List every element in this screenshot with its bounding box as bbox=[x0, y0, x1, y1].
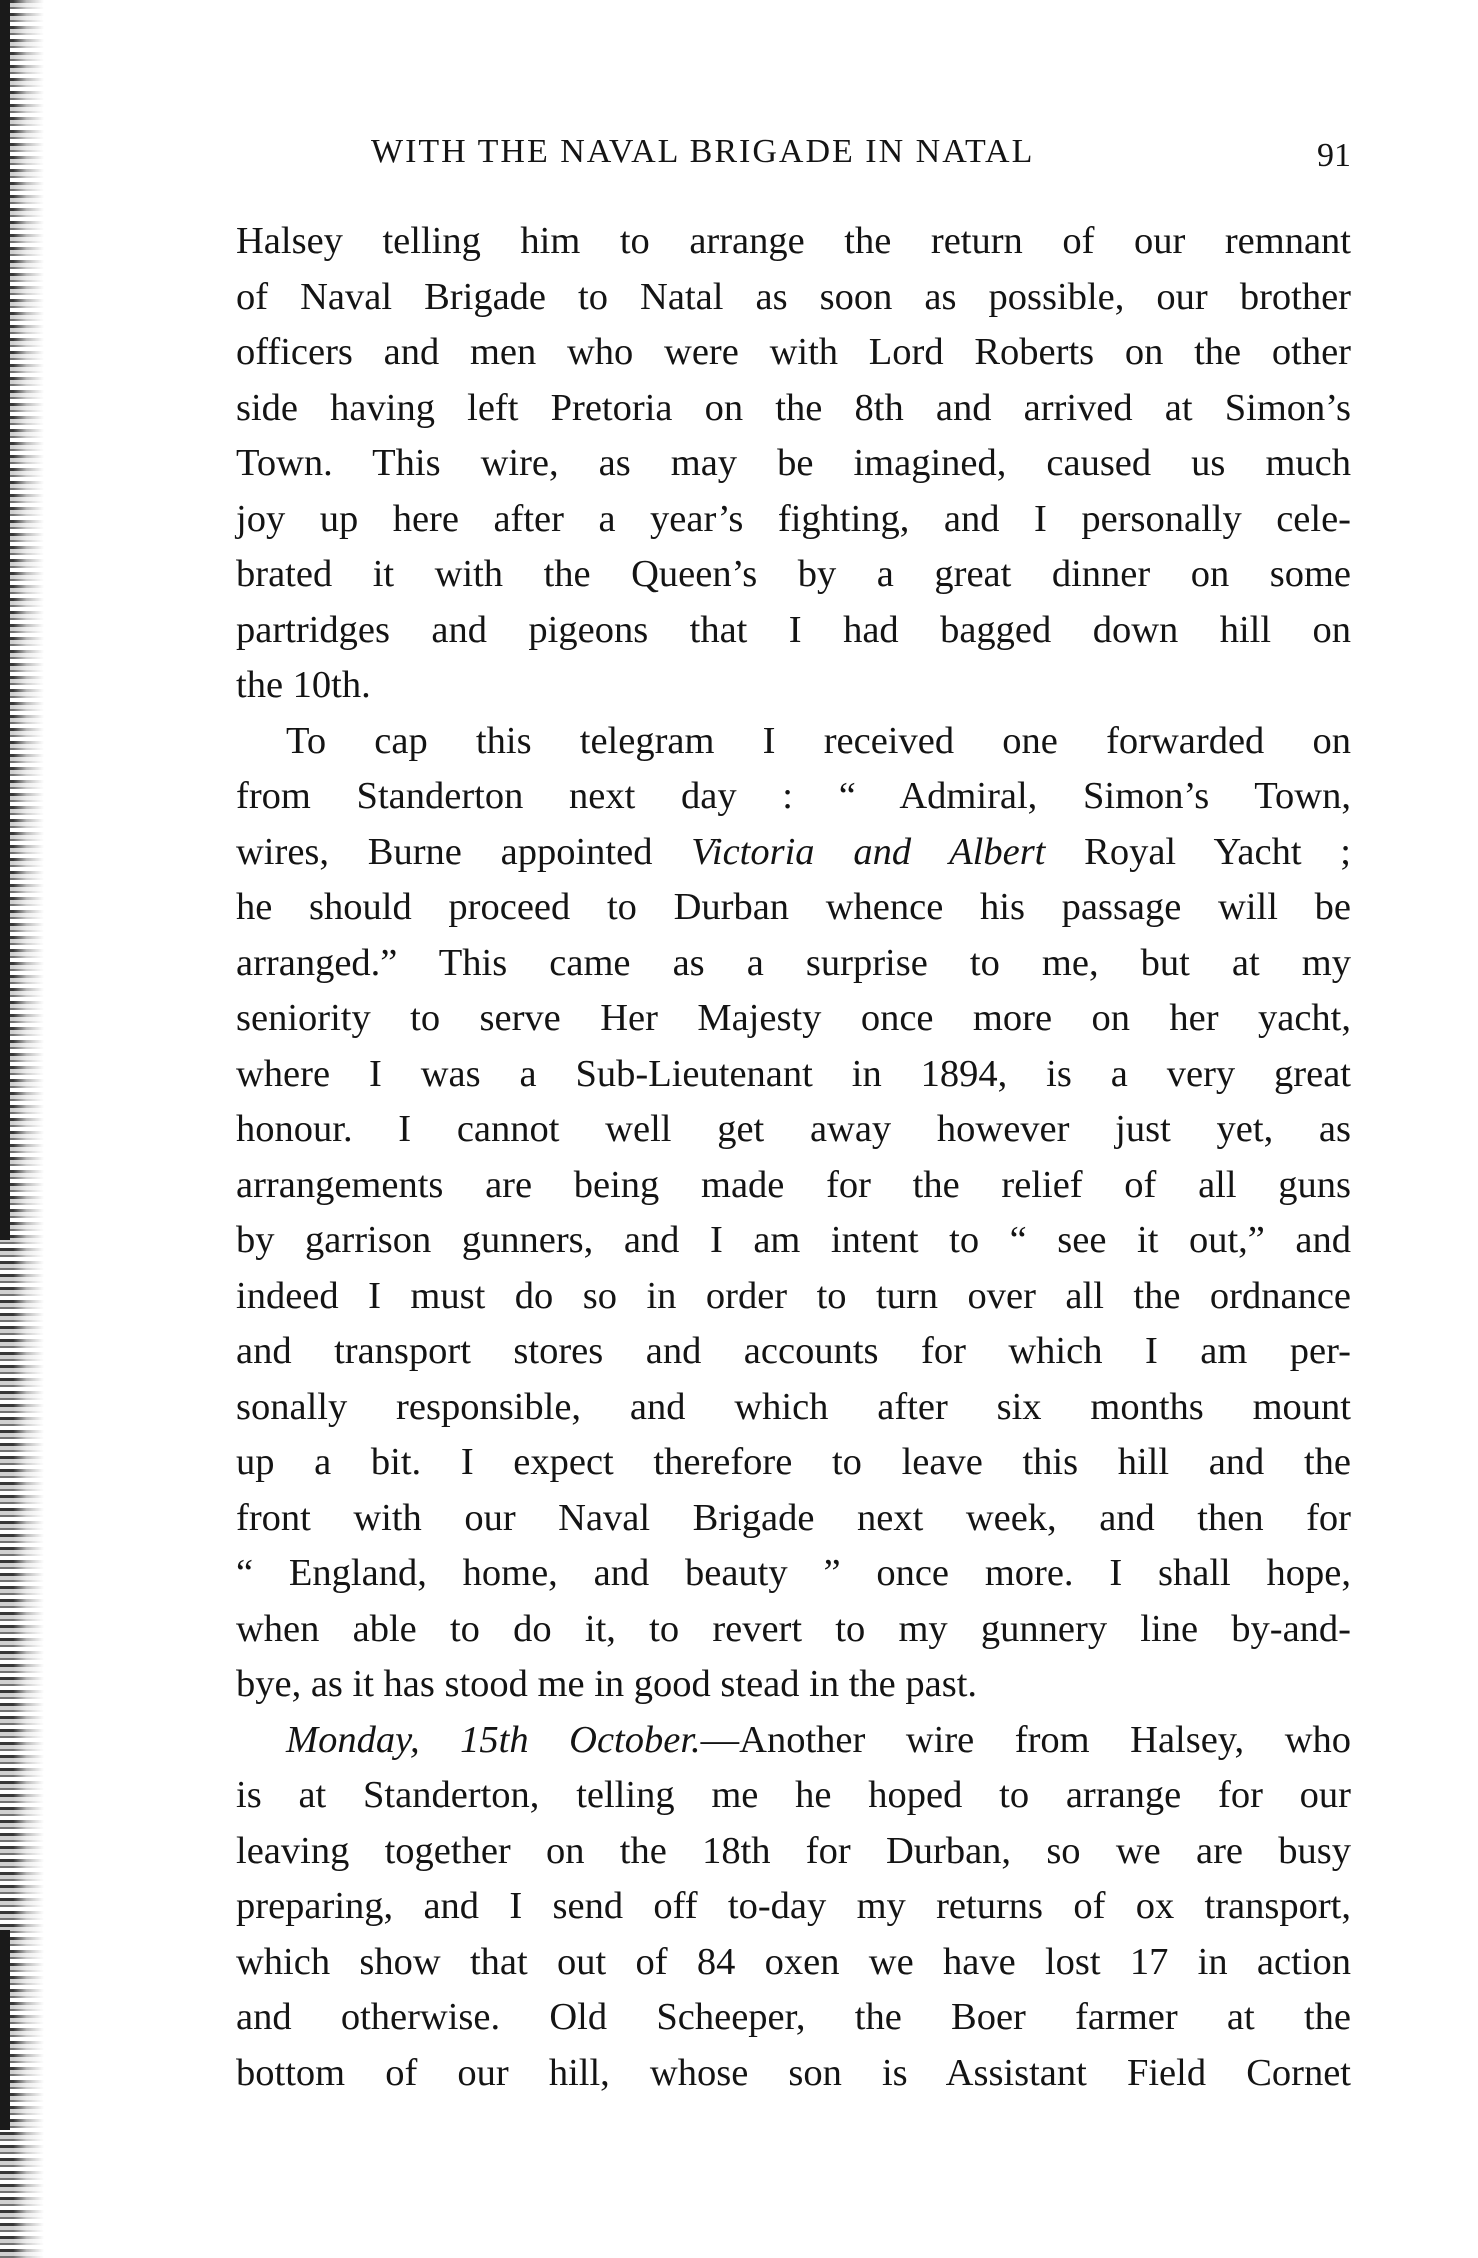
text-line: arranged.” This came as a surprise to me, but at my bbox=[236, 941, 1351, 984]
text-line: preparing, and I send off to-day my returns of ox transport, bbox=[236, 1885, 1351, 1927]
text-line: when able to do it, to revert to my gunnery line by-and- bbox=[236, 1607, 1351, 1650]
paragraph-start-line: To cap this telegram I received one forwarded on bbox=[286, 719, 1351, 762]
text-line: leaving together on the 18th for Durban, so we are busy bbox=[236, 1829, 1351, 1872]
text-line: arrangements are being made for the relief of all guns bbox=[236, 1163, 1351, 1206]
text-line: where I was a Sub-Lieutenant in 1894, is a very great bbox=[236, 1052, 1351, 1095]
text-line: brated it with the Queen’s by a great dinner on some bbox=[236, 553, 1351, 595]
diary-date: Monday, 15th October. bbox=[286, 1718, 701, 1761]
diary-entry-line bbox=[236, 1713, 1351, 1769]
binding-edge-lower bbox=[0, 1930, 10, 2130]
paragraph-end-line: bye, as it has stood me in good stead in the past. bbox=[236, 1663, 978, 1705]
text-line-with-italic bbox=[236, 825, 1351, 881]
line-text: Royal Yacht ; bbox=[1045, 830, 1351, 873]
yacht-name: Victoria and Albert bbox=[691, 830, 1046, 873]
text-line: he should proceed to Durban whence his passage will be bbox=[236, 886, 1351, 928]
line-text: —Another wire from Halsey, who bbox=[700, 1718, 1351, 1761]
body-text bbox=[236, 214, 1351, 2101]
text-line: indeed I must do so in order to turn over all the ordnance bbox=[236, 1274, 1351, 1317]
running-head bbox=[236, 130, 1351, 174]
text-line: officers and men who were with Lord Roberts on the other bbox=[236, 331, 1351, 373]
text-line: up a bit. I expect therefore to leave this hill and the bbox=[236, 1441, 1351, 1483]
text-line: side having left Pretoria on the 8th and arrived at Simon’s bbox=[236, 386, 1351, 429]
text-line: and otherwise. Old Scheeper, the Boer farmer at the bbox=[236, 1996, 1351, 2038]
text-line: seniority to serve Her Majesty once more on her yacht, bbox=[236, 997, 1351, 1039]
paragraph-end-line: the 10th. bbox=[236, 664, 371, 706]
running-title: WITH THE NAVAL BRIGADE IN NATAL bbox=[371, 133, 1035, 170]
text-line: and transport stores and accounts for which I am per- bbox=[236, 1330, 1351, 1372]
text-line: front with our Naval Brigade next week, and then for bbox=[236, 1496, 1351, 1539]
text-line: of Naval Brigade to Natal as soon as possible, our brother bbox=[236, 275, 1351, 318]
page-number: 91 bbox=[1317, 137, 1351, 174]
text-line: Town. This wire, as may be imagined, caused us much bbox=[236, 442, 1351, 484]
text-line: joy up here after a year’s fighting, and I personally cele- bbox=[236, 497, 1351, 540]
binding-edge bbox=[0, 0, 10, 1240]
text-line: partridges and pigeons that I had bagged down hill on bbox=[236, 608, 1351, 651]
text-line: sonally responsible, and which after six months mount bbox=[236, 1385, 1351, 1428]
text-line: bottom of our hill, whose son is Assistant Field Cornet bbox=[236, 2051, 1351, 2094]
text-line: by garrison gunners, and I am intent to “ see it out,” and bbox=[236, 1219, 1351, 1261]
text-line: which show that out of 84 oxen we have lost 17 in action bbox=[236, 1940, 1351, 1983]
text-line: honour. I cannot well get away however just yet, as bbox=[236, 1108, 1351, 1150]
text-line: Halsey telling him to arrange the return of our remnant bbox=[236, 220, 1351, 262]
line-text: wires, Burne appointed bbox=[236, 830, 692, 873]
text-line: from Standerton next day : “ Admiral, Simon’s Town, bbox=[236, 775, 1351, 817]
text-line: “ England, home, and beauty ” once more. I shall hope, bbox=[236, 1552, 1351, 1594]
text-line: is at Standerton, telling me he hoped to arrange for our bbox=[236, 1774, 1351, 1816]
